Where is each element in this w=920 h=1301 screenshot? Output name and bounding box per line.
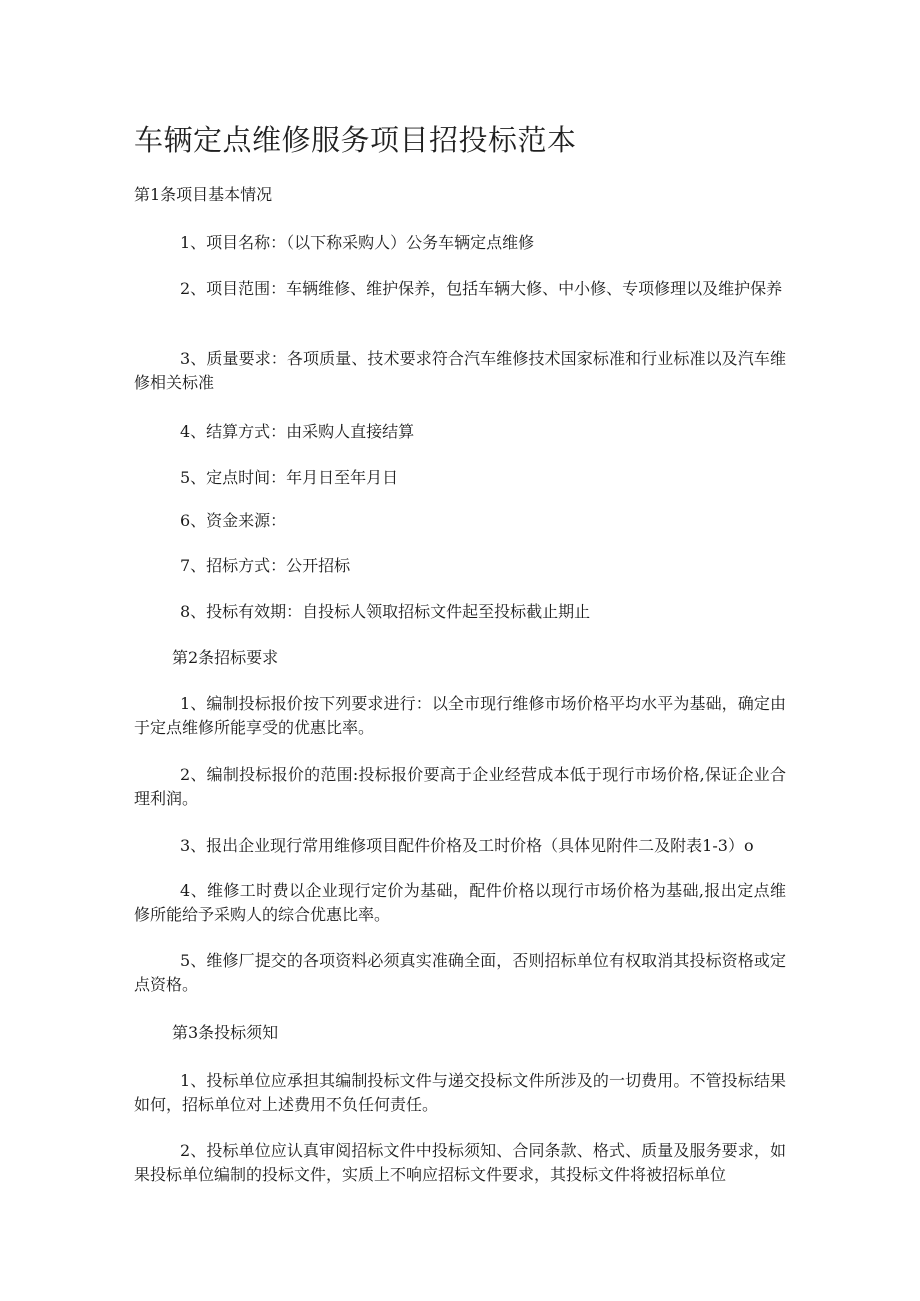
section-3-item-2: 2、投标单位应认真审阅招标文件中投标须知、合同条款、格式、质量及服务要求，如果投标单位编制的投标文件，实质上不响应招标文件要求，其投标文件将被招标单位 xyxy=(134,1141,786,1184)
section-heading-2: 第2条招标要求 xyxy=(172,648,279,667)
section-1-item-5: 5、定点时间：年月日至年月日 xyxy=(180,468,399,487)
section-1-item-4: 4、结算方式：由采购人直接结算 xyxy=(180,422,415,441)
section-2-item-4: 4、维修工时费以企业现行定价为基础，配件价格以现行市场价格为基础,报出定点维修所能给予采购人的综合优惠比率。 xyxy=(134,881,786,924)
section-1-item-7: 7、招标方式：公开招标 xyxy=(180,556,351,575)
section-2-item-5: 5、维修厂提交的各项资料必须真实准确全面，否则招标单位有权取消其投标资格或定点资格。 xyxy=(134,951,786,994)
section-1-item-1: 1、项目名称：（以下称采购人）公务车辆定点维修 xyxy=(180,233,535,252)
section-1-item-2: 2、项目范围：车辆维修、维护保养，包括车辆大修、中小修、专项修理以及维护保养 xyxy=(180,279,783,298)
section-2-item-1: 1、编制投标报价按下列要求进行：以全市现行维修市场价格平均水平为基础，确定由于定点维修所能享受的优惠比率。 xyxy=(134,694,786,737)
section-heading-1: 第1条项目基本情况 xyxy=(134,185,273,204)
section-heading-3: 第3条投标须知 xyxy=(172,1023,279,1042)
section-3-item-1: 1、投标单位应承担其编制投标文件与递交投标文件所涉及的一切费用。不管投标结果如何，招标单位对上述费用不负任何责任。 xyxy=(134,1071,786,1114)
section-2-item-2: 2、编制投标报价的范围:投标报价要高于企业经营成本低于现行市场价格,保证企业合理利润。 xyxy=(134,765,786,808)
document-title: 车辆定点维修服务项目招投标范本 xyxy=(134,123,577,157)
section-1-item-8: 8、投标有效期：自投标人领取招标文件起至投标截止期止 xyxy=(180,602,591,621)
section-1-item-6: 6、资金来源： xyxy=(180,511,287,530)
section-1-item-3: 3、质量要求：各项质量、技术要求符合汽车维修技术国家标准和行业标准以及汽车维修相关标准 xyxy=(134,349,786,392)
section-2-item-3: 3、报出企业现行常用维修项目配件价格及工时价格（具体见附件二及附表1-3）o xyxy=(180,836,754,855)
